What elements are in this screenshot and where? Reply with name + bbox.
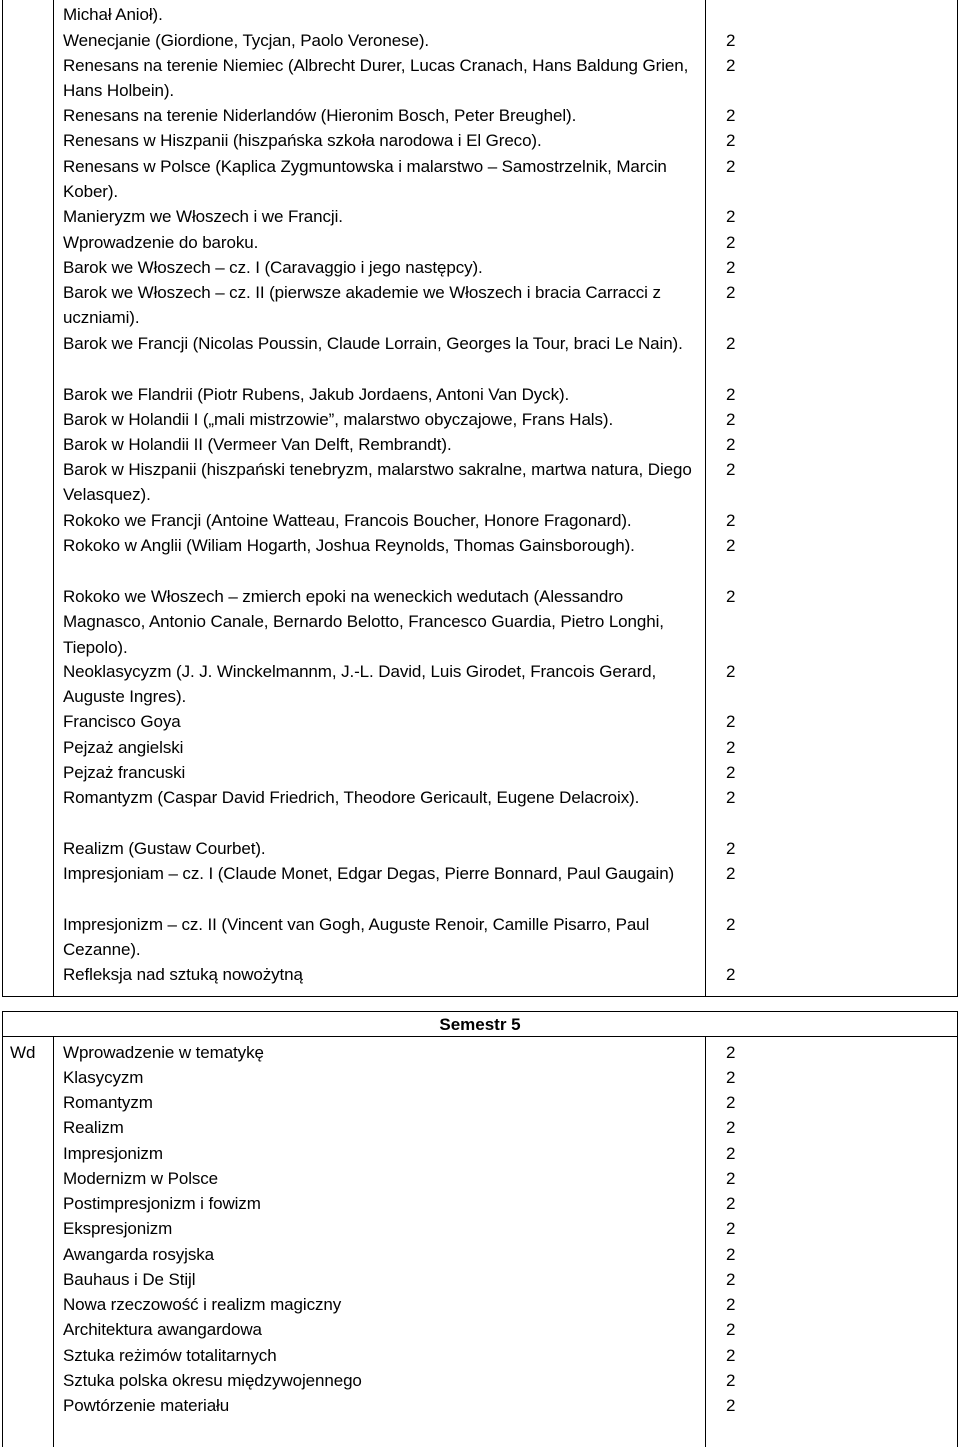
hours-cell: 2 <box>726 839 736 858</box>
hours-cell: 2 <box>726 283 736 302</box>
topic-row: Michał Anioł). <box>63 5 163 24</box>
topic-row: Impresjoniam – cz. I (Claude Monet, Edgar Degas, Pierre Bonnard, Paul Gaugain) <box>63 864 675 883</box>
hours-cell: 2 <box>726 1396 736 1415</box>
hours-cell: 2 <box>726 738 736 757</box>
topic-row: Sztuka polska okresu międzywojennego <box>63 1371 362 1390</box>
hours-cell: 2 <box>726 712 736 731</box>
topic-row: Renesans w Polsce (Kaplica Zygmuntowska i malarstwo – Samostrzelnik, Marcin Kober). <box>63 157 667 202</box>
topic-row: Pejzaż angielski <box>63 738 184 757</box>
topic-row: Wprowadzenie w tematykę <box>63 1043 264 1062</box>
topic-row: Modernizm w Polsce <box>63 1169 219 1188</box>
hours-cell: 2 <box>726 1245 736 1264</box>
hours-cell: 2 <box>726 1169 736 1188</box>
hours-cell: 2 <box>726 1371 736 1390</box>
hours-cell: 2 <box>726 157 736 176</box>
hours-cell: 2 <box>726 1068 736 1087</box>
hours-cell: 2 <box>726 385 736 404</box>
hours-cell: 2 <box>726 31 736 50</box>
table1-type-divider <box>53 0 54 997</box>
topic-row: Barok we Włoszech – cz. I (Caravaggio i jego następcy). <box>63 258 483 277</box>
topic-row: Romantyzm (Caspar David Friedrich, Theodore Gericault, Eugene Delacroix). <box>63 788 640 807</box>
hours-cell: 2 <box>726 788 736 807</box>
hours-cell: 2 <box>726 460 736 479</box>
hours-cell: 2 <box>726 258 736 277</box>
table2-type-divider <box>53 1036 54 1447</box>
hours-cell: 2 <box>726 1219 736 1238</box>
hours-cell: 2 <box>726 1320 736 1339</box>
topic-row: Realizm (Gustaw Courbet). <box>63 839 266 858</box>
topic-row: Barok we Flandrii (Piotr Rubens, Jakub Jordaens, Antoni Van Dyck). <box>63 385 570 404</box>
topic-row: Postimpresjonizm i fowizm <box>63 1194 261 1213</box>
hours-cell: 2 <box>726 410 736 429</box>
topic-row: Sztuka reżimów totalitarnych <box>63 1346 277 1365</box>
hours-cell: 2 <box>726 1118 736 1137</box>
hours-cell: 2 <box>726 662 736 681</box>
topic-row: Nowa rzeczowość i realizm magiczny <box>63 1295 342 1314</box>
hours-cell: 2 <box>726 1295 736 1314</box>
hours-cell: 2 <box>726 915 736 934</box>
hours-cell: 2 <box>726 56 736 75</box>
topic-row: Rokoko w Anglii (Wiliam Hogarth, Joshua Reynolds, Thomas Gainsborough). <box>63 536 635 555</box>
hours-cell: 2 <box>726 435 736 454</box>
hours-cell: 2 <box>726 1093 736 1112</box>
table1-bottom-border <box>2 996 958 997</box>
hours-cell: 2 <box>726 1270 736 1289</box>
hours-cell: 2 <box>726 334 736 353</box>
hours-cell: 2 <box>726 106 736 125</box>
topic-row: Refleksja nad sztuką nowożytną <box>63 965 303 984</box>
topic-row: Barok w Holandii II (Vermeer Van Delft, Rembrandt). <box>63 435 452 454</box>
topic-row: Romantyzm <box>63 1093 153 1112</box>
semester-title: Semestr 5 <box>439 1015 521 1034</box>
topic-row: Renesans na terenie Niemiec (Albrecht Durer, Lucas Cranach, Hans Baldung Grien, Hans Holbein). <box>63 56 689 101</box>
topic-row: Renesans w Hiszpanii (hiszpańska szkoła narodowa i El Greco). <box>63 131 542 150</box>
topic-row: Klasycyzm <box>63 1068 144 1087</box>
hours-cell: 2 <box>726 233 736 252</box>
hours-cell: 2 <box>726 207 736 226</box>
hours-cell: 2 <box>726 763 736 782</box>
hours-cell: 2 <box>726 965 736 984</box>
topic-row: Wenecjanie (Giordione, Tycjan, Paolo Veronese). <box>63 31 430 50</box>
hours-cell: 2 <box>726 536 736 555</box>
topic-row: Realizm <box>63 1118 124 1137</box>
hours-cell: 2 <box>726 1144 736 1163</box>
hours-cell: 2 <box>726 587 736 606</box>
hours-cell: 2 <box>726 1346 736 1365</box>
topic-row: Renesans na terenie Niderlandów (Hieronim Bosch, Peter Breughel). <box>63 106 577 125</box>
topic-row: Powtórzenie materiału <box>63 1396 230 1415</box>
topic-row: Francisco Goya <box>63 712 181 731</box>
class-type-label: Wd <box>10 1043 36 1062</box>
topic-row: Barok we Francji (Nicolas Poussin, Claude Lorrain, Georges la Tour, braci Le Nain). <box>63 334 683 353</box>
table2-right-border <box>957 1011 958 1447</box>
topic-row: Ekspresjonizm <box>63 1219 173 1238</box>
topic-row: Architektura awangardowa <box>63 1320 262 1339</box>
table1-left-border <box>2 0 3 997</box>
hours-cell: 2 <box>726 1043 736 1062</box>
topic-row: Wprowadzenie do baroku. <box>63 233 259 252</box>
topic-row: Bauhaus i De Stijl <box>63 1270 196 1289</box>
table2-left-border <box>2 1011 3 1447</box>
table1-right-border <box>957 0 958 997</box>
hours-cell: 2 <box>726 864 736 883</box>
topic-row: Rokoko we Włoszech – zmierch epoki na weneckich wedutach (Alessandro Magnasco, Antonio Canale, Bernardo Belotto, Francesco Guardia, Pietro Longhi, Tiepolo). <box>63 587 664 657</box>
topic-row: Pejzaż francuski <box>63 763 186 782</box>
hours-cell: 2 <box>726 1194 736 1213</box>
topic-row: Neoklasycyzm (J. J. Winckelmannm, J.-L. David, Luis Girodet, Francois Gerard, Auguste Ingres). <box>63 662 657 707</box>
hours-cell: 2 <box>726 131 736 150</box>
topic-row: Awangarda rosyjska <box>63 1245 214 1264</box>
topic-row: Barok w Holandii I („mali mistrzowie”, malarstwo obyczajowe, Frans Hals). <box>63 410 614 429</box>
topic-row: Manieryzm we Włoszech i we Francji. <box>63 207 343 226</box>
topic-row: Impresjonizm <box>63 1144 163 1163</box>
topic-row: Rokoko we Francji (Antoine Watteau, Francois Boucher, Honore Fragonard). <box>63 511 632 530</box>
topic-row: Barok w Hiszpanii (hiszpański tenebryzm, malarstwo sakralne, martwa natura, Diego Velasquez). <box>63 460 692 505</box>
hours-cell: 2 <box>726 511 736 530</box>
topic-row: Barok we Włoszech – cz. II (pierwsze akademie we Włoszech i bracia Carracci z uczniami). <box>63 283 661 328</box>
topic-row: Impresjonizm – cz. II (Vincent van Gogh, Auguste Renoir, Camille Pisarro, Paul Cezanne). <box>63 915 650 960</box>
